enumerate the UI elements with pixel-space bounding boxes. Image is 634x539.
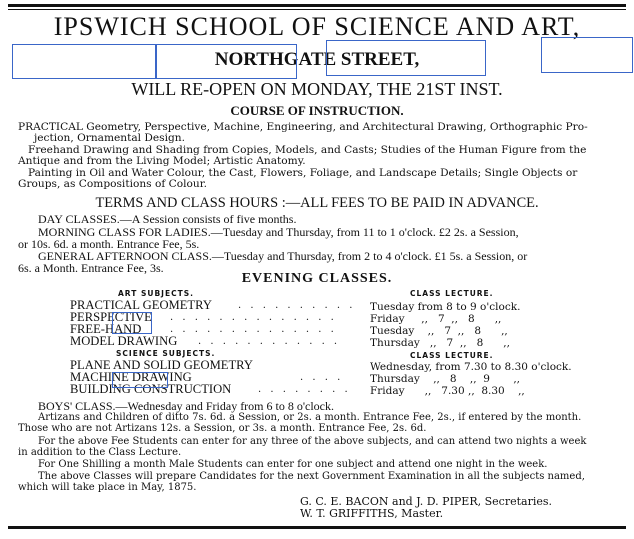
- science-subjects-heading: SCIENCE SUBJECTS.: [116, 349, 216, 358]
- science-subject: MACHINE DRAWING: [70, 370, 192, 384]
- science-lecture: Thursday ,, 8 ,, 9 ,,: [370, 373, 520, 385]
- highlight-box-4: [541, 37, 633, 73]
- leader-dots: . . . . . . . . . . . .: [198, 336, 341, 347]
- lecture-heading: CLASS LECTURE.: [410, 289, 494, 298]
- top-rule-thin: [8, 9, 626, 10]
- leader-dots: . . . . . . . . . .: [238, 300, 356, 311]
- footer-line: in addition to the Class Lecture.: [18, 447, 182, 458]
- leader-dots: . . . .: [300, 372, 344, 383]
- terms-line: DAY CLASSES.—A Session consists of five months.: [38, 212, 297, 226]
- terms-line: or 10s. 6d. a month. Entrance Fee, 5s.: [18, 237, 200, 251]
- evening-heading: EVENING CLASSES.: [241, 271, 393, 286]
- science-lecture: Wednesday, from 7.30 to 8.30 o'clock.: [370, 361, 572, 373]
- art-subject: MODEL DRAWING: [70, 334, 178, 348]
- art-lecture: Tuesday ,, 7 ,, 8 ,,: [370, 325, 508, 337]
- art-subjects-heading: ART SUBJECTS.: [118, 289, 194, 298]
- footer-line: BOYS' CLASS.—Wednesday and Friday from 6 to 8 o'clock.: [38, 399, 334, 413]
- course-line: Freehand Drawing and Shading from Copies, Models, and Casts; Studies of the Human Figure from the: [28, 144, 587, 156]
- school-title: IPSWICH SCHOOL OF SCIENCE AND ART,: [53, 12, 581, 41]
- art-subject: PRACTICAL GEOMETRY: [70, 298, 212, 312]
- signature-master: W. T. GRIFFITHS, Master.: [300, 507, 444, 520]
- highlight-box-3: [326, 40, 486, 76]
- science-lecture: Friday ,, 7.30 ,, 8.30 ,,: [370, 385, 525, 397]
- highlight-box-2: [155, 44, 297, 79]
- science-subject: PLANE AND SOLID GEOMETRY: [70, 358, 253, 372]
- highlight-box-5: [112, 312, 152, 334]
- leader-dots: . . . . . . . .: [258, 384, 351, 395]
- footer-line: Those who are not Artizans 12s. a Session, or 3s. a month. Entrance Fee, 2s. 6d.: [18, 423, 427, 434]
- leader-dots: . . . . . . . . . . . . . .: [170, 324, 337, 335]
- terms-line: MORNING CLASS FOR LADIES.—Tuesday and Thursday, from 11 to 1 o'clock. £2 2s. a Session,: [38, 225, 519, 239]
- art-lecture: Friday ,, 7 ,, 8 ,,: [370, 313, 502, 325]
- course-line: Painting in Oil and Water Colour, the Cast, Flowers, Foliage, and Landscape Details; Single Objects or: [28, 167, 578, 179]
- footer-line: For One Shilling a month Male Students can enter for one subject and attend one night in the week.: [38, 459, 548, 470]
- lecture-heading-2: CLASS LECTURE.: [410, 351, 494, 360]
- bottom-rule: [8, 526, 626, 529]
- course-line: jection, Ornamental Design.: [34, 132, 185, 144]
- highlight-box-6: [112, 372, 168, 388]
- course-line: Antique and from the Living Model; Artistic Anatomy.: [18, 155, 306, 167]
- footer-line: which will take place in May, 1875.: [18, 482, 197, 493]
- terms-line: 6s. a Month. Entrance Fee, 3s.: [18, 261, 164, 275]
- terms-heading: TERMS AND CLASS HOURS :—ALL FEES TO BE PAID IN ADVANCE.: [95, 195, 539, 211]
- footer-line: For the above Fee Students can enter for any three of the above subjects, and can attend two nights a week: [38, 436, 587, 447]
- science-subject: BUILDING CONSTRUCTION: [70, 382, 232, 396]
- course-line: Groups, as Compositions of Colour.: [18, 178, 207, 190]
- top-rule: [8, 4, 626, 7]
- street-name: NORTHGATE STREET,: [214, 49, 420, 70]
- art-lecture: Thursday ,, 7 ,, 8 ,,: [370, 337, 510, 349]
- art-subject: PERSPECTIVE: [70, 310, 152, 324]
- footer-line: Artizans and Children of ditto 7s. 6d. a Session, or 2s. a month. Entrance Fee, 2s., if entered by the month.: [38, 412, 582, 423]
- course-heading: COURSE OF INSTRUCTION.: [230, 103, 404, 118]
- reopen-notice: WILL RE-OPEN ON MONDAY, THE 21ST INST.: [131, 79, 503, 99]
- art-subject: FREE-HAND: [70, 322, 142, 336]
- footer-line: The above Classes will prepare Candidates for the next Government Examination in all the subjects named,: [38, 471, 585, 482]
- art-lecture: Tuesday from 8 to 9 o'clock.: [370, 301, 521, 313]
- course-line: PRACTICAL Geometry, Perspective, Machine, Engineering, and Architectural Drawing, Orthographic Pro-: [18, 121, 588, 133]
- signature-secretaries: G. C. E. BACON and J. D. PIPER, Secretaries.: [300, 495, 552, 508]
- highlight-box-1: [12, 44, 157, 79]
- leader-dots: . . . . . . . . . . . . . .: [170, 312, 337, 323]
- terms-line: GENERAL AFTERNOON CLASS.—Tuesday and Thursday, from 2 to 4 o'clock. £1 5s. a Session, or: [38, 249, 528, 263]
